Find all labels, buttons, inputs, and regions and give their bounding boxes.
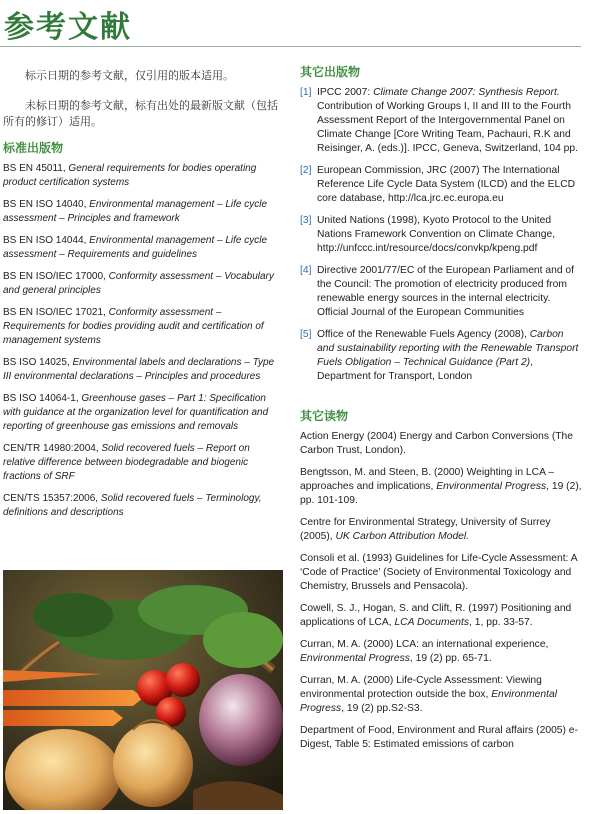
reference-number: [5] xyxy=(300,329,312,340)
standard-item xyxy=(3,306,281,348)
standard-code: BS ISO 14064-1, xyxy=(3,393,82,404)
reading-text-part: , 19 (2) pp. 65-71. xyxy=(409,653,492,664)
standard-title: Conformity assessment – Vocabulary and general principles xyxy=(3,271,274,296)
standard-item xyxy=(3,392,281,434)
reading-italic-part: Environmental Progress xyxy=(436,481,547,492)
reference-italic-part: Climate Change 2007: Synthesis Report. xyxy=(373,87,560,98)
reading-text-part: Curran, M. A. (2000) Life-Cycle Assessment: Viewing environmental protection outside the box, xyxy=(300,675,542,700)
reference-text xyxy=(317,328,582,384)
reference-text-part: European Commission, JRC (2007) The International Reference Life Cycle Data System (ILCD) and the ELCD core database, http://lca.jrc.ec.europa.eu xyxy=(317,165,576,204)
reading-text-part: , 1, pp. 33-57. xyxy=(469,617,533,628)
standard-item xyxy=(3,356,281,384)
standard-code: BS EN ISO 14044, xyxy=(3,235,90,246)
page-title: 参考文献 xyxy=(4,10,132,45)
reading-item xyxy=(300,552,582,594)
reference-text xyxy=(317,214,582,256)
reference-text xyxy=(317,264,582,320)
intro xyxy=(3,68,281,130)
standard-item xyxy=(3,442,281,484)
reference-number: [1] xyxy=(300,87,312,98)
reference-text-part: IPCC 2007: xyxy=(317,87,374,98)
reading-text-part: Consoli et al. (1993) Guidelines for Life-Cycle Assessment: A ‘Code of Practice’ (Society of Environmental Toxicology and Chemistry, Brussels and Pensacola). xyxy=(300,553,578,592)
reading-item xyxy=(300,638,582,666)
standard-code: BS EN ISO 14040, xyxy=(3,199,90,210)
standard-item xyxy=(3,198,281,226)
reading-item xyxy=(300,466,582,508)
reference-number: [3] xyxy=(300,215,312,226)
publications-list xyxy=(300,86,582,384)
standard-title: Environmental management – Life cycle assessment – Requirements and guidelines xyxy=(3,235,268,260)
reading-text-part: , 19 (2), pp. 101-109. xyxy=(300,481,582,506)
reading-text-part: Department of Food, Environment and Rural affairs (2005) e-Digest, Table 5: Estimated emissions of carbon xyxy=(300,725,578,750)
standard-code: CEN/TR 14980:2004, xyxy=(3,443,102,454)
publication-item xyxy=(300,264,582,320)
publication-item xyxy=(300,214,582,256)
standards-list xyxy=(3,162,281,520)
reference-text-part: Office of the Renewable Fuels Agency (2008), xyxy=(317,329,530,340)
reading-item xyxy=(300,724,582,752)
reference-text-part: Contribution of Working Groups I, II and III to the Fourth Assessment Report of the Intergovernmental Panel on Climate Change [Core Writing Team, Pachauri, R.K and Reisinger, A. (eds.)]. IPCC, Geneva, Switzerland, 104 pp. xyxy=(317,101,578,154)
standard-code: BS EN 45011, xyxy=(3,163,69,174)
standard-title: Conformity assessment – Requirements for bodies providing audit and certification of management systems xyxy=(3,307,264,346)
standard-item xyxy=(3,492,281,520)
publication-item xyxy=(300,164,582,206)
reading-text-part: Cowell, S. J., Hogan, S. and Clift, R. (1997) Positioning and applications of LCA, xyxy=(300,603,572,628)
reading-item xyxy=(300,602,582,630)
reading-text-part: Centre for Environmental Strategy, University of Surrey (2005), xyxy=(300,517,551,542)
reference-number: [2] xyxy=(300,165,312,176)
reading-item xyxy=(300,430,582,458)
reading-list xyxy=(300,430,582,752)
reading-italic-part: LCA Documents xyxy=(394,617,470,628)
reading-italic-part: Environmental Progress xyxy=(300,689,558,714)
publication-item xyxy=(300,328,582,384)
standard-item xyxy=(3,270,281,298)
vegetables-basket-photo xyxy=(3,570,283,810)
standard-code: BS ISO 14025, xyxy=(3,357,73,368)
standard-item xyxy=(3,162,281,190)
reading-italic-part: Environmental Progress xyxy=(300,653,410,664)
intro-paragraph: 标示日期的参考文献，仅引用的版本适用。 xyxy=(25,69,234,82)
standard-item xyxy=(3,234,281,262)
reference-text-part: Directive 2001/77/EC of the European Parliament and of the Council: The promotion of electricity produced from renewable energy sources in the internal electricity. Official Journal of the European Communities xyxy=(317,265,575,318)
right-column xyxy=(300,64,582,760)
reading-item xyxy=(300,674,582,716)
reference-number: [4] xyxy=(300,265,312,276)
reference-text-part: United Nations (1998), Kyoto Protocol to the United Nations Framework Convention on Climate Change, http://unfccc.int/resource/docs/convkp/kpeng.pdf xyxy=(317,215,556,254)
reference-text-part: , Department for Transport, London xyxy=(317,357,533,382)
standard-title: Greenhouse gases – Part 1: Specification with guidance at the organization level for quantification and reporting of greenhouse gas emissions and removals xyxy=(3,393,269,432)
standard-title: Solid recovered fuels – Report on relative difference between biodegradable and biogenic fractions of SRF xyxy=(3,443,250,482)
standard-title: Environmental labels and declarations – Type III environmental declarations – Principles and procedures xyxy=(3,357,275,382)
standard-title: Solid recovered fuels – Terminology, definitions and descriptions xyxy=(3,493,262,518)
reference-text xyxy=(317,164,582,206)
other-publications-heading: 其它出版物 xyxy=(300,65,361,79)
reference-italic-part: Carbon and sustainability reporting with the Renewable Transport Fuels Obligation – Technical Guidance (Part 2) xyxy=(317,329,579,368)
reading-text-part: Action Energy (2004) Energy and Carbon Conversions (The Carbon Trust, London). xyxy=(300,431,574,456)
left-column xyxy=(3,68,281,528)
standards-heading: 标准出版物 xyxy=(3,141,64,155)
reading-text-part: Curran, M. A. (2000) LCA: an international experience, xyxy=(300,639,549,650)
standard-title: Environmental management – Life cycle assessment – Principles and framework xyxy=(3,199,268,224)
publication-item xyxy=(300,86,582,156)
other-reading-heading: 其它读物 xyxy=(300,409,349,423)
reading-text-part: Bengtsson, M. and Steen, B. (2000) Weighting in LCA – approaches and implications, xyxy=(300,467,554,492)
standard-code: CEN/TS 15357:2006, xyxy=(3,493,101,504)
standard-code: BS EN ISO/IEC 17000, xyxy=(3,271,109,282)
standard-code: BS EN ISO/IEC 17021, xyxy=(3,307,109,318)
standard-title: General requirements for bodies operating product certification systems xyxy=(3,163,257,188)
reading-italic-part: UK Carbon Attribution Model. xyxy=(335,531,470,542)
intro-paragraph: 未标日期的参考文献，标有出处的最新版文献（包括所有的修订）适用。 xyxy=(3,99,278,128)
reading-text-part: , 19 (2) pp.S2-S3. xyxy=(341,703,423,714)
title-divider xyxy=(0,46,581,47)
reference-text xyxy=(317,86,582,156)
reading-item xyxy=(300,516,582,544)
